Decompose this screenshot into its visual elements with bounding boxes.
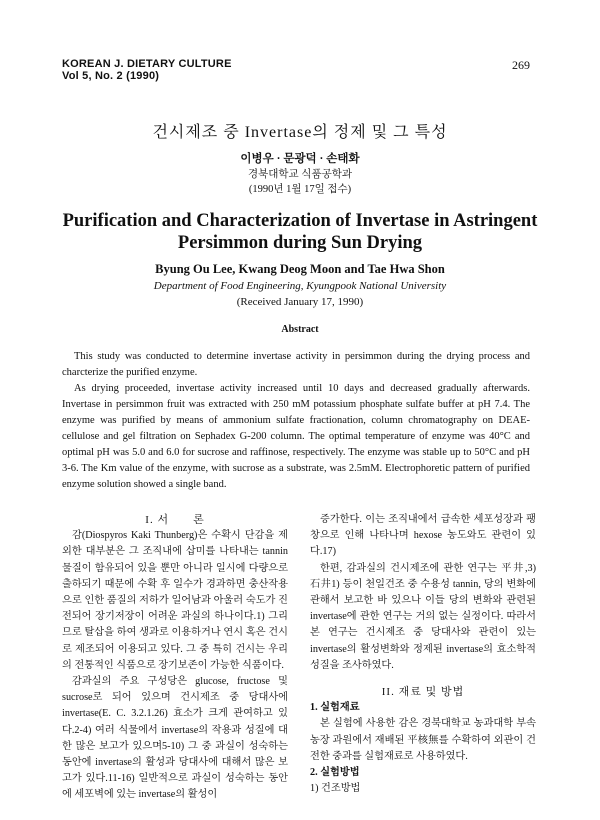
journal-name: KOREAN J. DIETARY CULTURE	[62, 58, 232, 70]
body-paragraph: 증가한다. 이는 조직내에서 급속한 세포성장과 팽창으로 인해 나타나며 hexose 농도와도 관련이 있다.17)	[310, 514, 536, 558]
abstract-paragraph: As drying proceeded, invertase activity increased until 10 days and decreased gradually afterwards. Invertase in persimmon fruit was extracted with 250 mM potassium phosphate sulfate buffer at pH 7.4. The enzyme was purified by means of ammonium sulfate fractionation, column chromatography on DEAE-cellulose and gel filtration on Sephadex G-200 column. The optimal temperature of enzyme was 40°C and optimal pH was 5.0 and 6.0 for sucrose and raffinose, respectively. The enzyme was stable up to 50°C and pH 3-6. The Km value of the enzyme, with sucrose as a substrate, was 2.5mM. Electrophoretic pattern of purified enzyme solution showed a single band.	[62, 383, 530, 490]
korean-received-date: (1990년 1월 17일 접수)	[248, 184, 352, 195]
body-column-right	[310, 512, 536, 797]
subsection-heading: 1. 실험재료	[310, 702, 360, 714]
subsection-heading: 2. 실험방법	[310, 767, 360, 779]
body-paragraph: 본 실험에 사용한 감은 경북대학교 농과대학 부속농장 과원에서 재배된 平核無를 수확하여 외관이 건전한 중과를 실험재료로 사용하였다.	[310, 718, 536, 762]
section-heading-methods: II. 재료 및 방법	[381, 686, 465, 699]
english-authors: Byung Ou Lee, Kwang Deog Moon and Tae Hwa Shon	[155, 262, 445, 276]
korean-title: 건시제조 중 Invertase의 정제 및 그 특성	[152, 124, 448, 141]
body-paragraph: 감(Diospyros Kaki Thunberg)은 수확시 단감을 제외한 대부분은 그 조직내에 삽미를 나타내는 tannin 물질이 함유되어 있을 뿐만 아니라 일시에 다량으로 출하되기 때문에 수확 후 일수가 경과하면 충산작용으로 인한 품질의 저하가 일어남과 아울러 숙도가 진전되어 장기저장이 어려운 과실의 하나이다.1) 그리므로 탈삽을 하여 생과로 이용하거나 연시 혹은 건시로 제조되어 이용되고 있다. 그 중 특히 건시는 우리의 전통적인 식품으로 장기보존이 가능한 식품이다.	[62, 530, 288, 671]
journal-volume: Vol 5, No. 2 (1990)	[62, 70, 160, 82]
journal-header	[62, 58, 232, 82]
page-number: 269	[512, 58, 530, 72]
abstract-heading: Abstract	[281, 324, 319, 335]
abstract-paragraph: This study was conducted to determine invertase activity in persimmon during the drying process and charcterize the purified enzyme.	[62, 351, 530, 378]
korean-affiliation: 경북대학교 식품공학과	[247, 169, 353, 180]
english-title-line2: Persimmon during Sun Drying	[177, 233, 423, 253]
body-paragraph: 감과실의 주요 구성당은 glucose, fructose 및 sucrose로 되어 있으며 건시제조 중 당대사에 invertase(E. C. 3.2.1.26) 효소가 크게 관여하고 있다.2-4) 여러 식물에서 invertase의 작용과 성질에 대한 많은 보고가 있으며5-10) 그 중 과실이 성숙하는 동안에 invertase의 활성과 당대사에 대해서 많은 보고가 있다.11-16) 일반적으로 과실이 성숙하는 동안에 세포벽에 있는 invertase의 활성이	[62, 676, 288, 801]
english-affiliation: Department of Food Engineering, Kyungpook National University	[153, 280, 447, 292]
korean-authors: 이병우 · 문광덕 · 손태화	[240, 153, 360, 165]
body-paragraph: 한편, 감과실의 건시제조에 관한 연구는 平井,3) 石井1) 등이 천일건조 중 수용성 tannin, 당의 변화에 관해서 보고한 바 있으나 이들 당의 변화와 관련된 invertase에 관한 연구는 거의 없는 실정이다. 따라서 본 연구는 건시제조 중 당대사와 관련이 있는 invertase의 활성변화와 정제된 invertase의 효소학적 성질을 조사하였다.	[310, 562, 536, 671]
section-heading-introduction: I. 서 론	[145, 514, 205, 526]
english-received-date: (Received January 17, 1990)	[236, 296, 364, 308]
body-column-left	[62, 512, 288, 804]
english-title-line1: Purification and Characterization of Invertase in Astringent	[62, 211, 538, 231]
abstract-body	[62, 349, 530, 493]
subsubsection-heading: 1) 건조방법	[310, 783, 361, 795]
